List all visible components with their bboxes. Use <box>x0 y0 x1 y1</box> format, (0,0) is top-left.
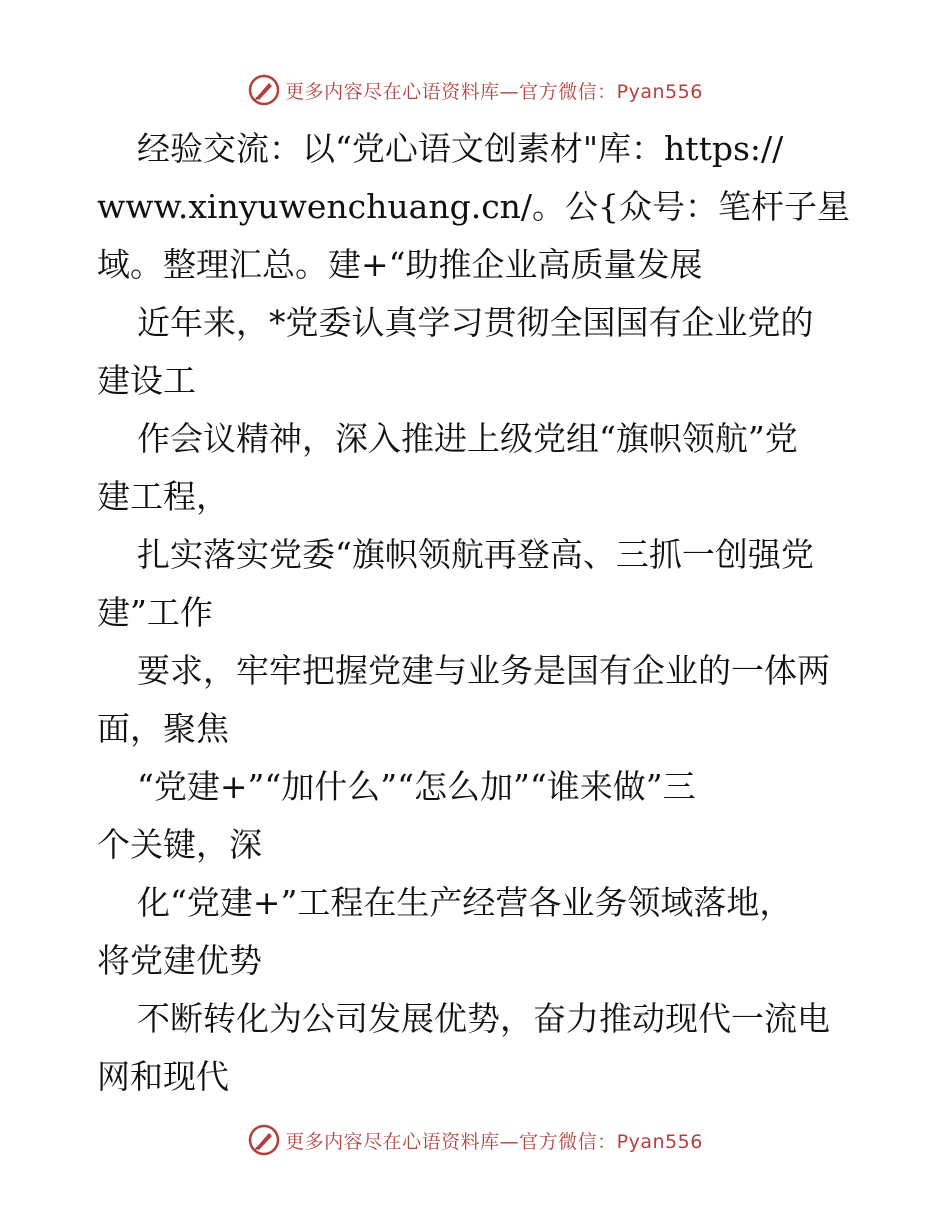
text-line: 建设工 <box>97 361 196 400</box>
footer-watermark-banner <box>0 1120 950 1160</box>
text-line: 近年来，*党委认真学习贯彻全国国有企业党的 <box>137 303 814 342</box>
banner-text: 更多内容尽在心语资料库—官方微信：Pyan556 <box>285 80 703 103</box>
text-line: 将党建优势 <box>97 941 262 980</box>
document-body <box>97 120 857 1106</box>
text-line: 不断转化为公司发展优势，奋力推动现代一流电 <box>137 999 830 1038</box>
text-line: 要求，牢牢把握党建与业务是国有企业的一体两 <box>137 651 830 690</box>
text-line: 建工程， <box>97 477 229 516</box>
banner-text: 更多内容尽在心语资料库—官方微信：Pyan556 <box>285 1130 703 1153</box>
text-line: www.xinyuwenchuang.cn/。公{众号：笔杆子星 <box>97 187 851 226</box>
text-line: 个关键，深 <box>97 825 262 864</box>
text-line: 网和现代 <box>97 1057 229 1096</box>
text-line: “党建+”“加什么”“怎么加”“谁来做”三 <box>137 767 696 806</box>
header-watermark-banner <box>0 70 950 110</box>
pen-circle-logo-icon <box>247 73 281 107</box>
text-line: 建”工作 <box>97 593 213 632</box>
pen-circle-logo-icon <box>247 1123 281 1157</box>
text-line: 面，聚焦 <box>97 709 229 748</box>
text-line: 扎实落实党委“旗帜领航再登高、三抓一创强党 <box>137 535 814 574</box>
text-line: 经验交流：以“党心语文创素材"库：https:// <box>137 129 784 168</box>
text-line: 化“党建+”工程在生产经营各业务领域落地， <box>137 883 793 922</box>
text-line: 作会议精神，深入推进上级党组“旗帜领航”党 <box>137 419 798 458</box>
text-line: 域。整理汇总。建+“助推企业高质量发展 <box>97 245 703 284</box>
